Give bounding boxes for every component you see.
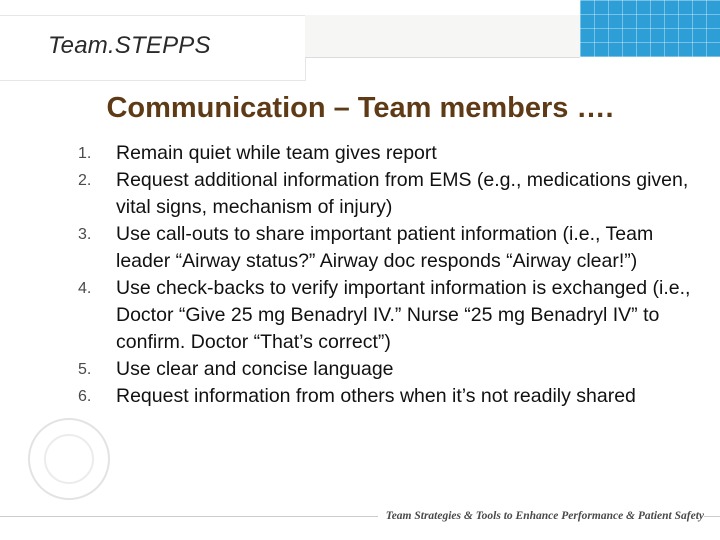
footer-tagline: Team Strategies & Tools to Enhance Performance & Patient Safety: [378, 510, 704, 522]
seal-watermark-icon: [28, 418, 110, 500]
item-number: 6.: [78, 388, 92, 405]
item-text: Request additional information from EMS (e.g., medications given, vital signs, mechanism of injury): [116, 169, 689, 218]
item-number: 1.: [78, 145, 92, 162]
list-item: [0, 356, 720, 383]
list-item: [0, 140, 720, 167]
blue-grid-decoration: [580, 0, 720, 57]
list-item: [0, 221, 720, 275]
item-text: Use check-backs to verify important information is exchanged (i.e., Doctor “Give 25 mg Benadryl IV.” Nurse “25 mg Benadryl IV” to confirm. Doctor “That’s correct”): [116, 277, 691, 353]
header-band: [305, 15, 580, 58]
item-number: 2.: [78, 172, 92, 189]
seal-inner-ring: [44, 434, 94, 484]
list-item: [0, 383, 720, 410]
item-text: Remain quiet while team gives report: [116, 142, 437, 164]
item-number: 3.: [78, 226, 92, 243]
item-number: 5.: [78, 361, 92, 378]
item-text: Request information from others when it’s not readily shared: [116, 385, 636, 407]
item-number: 4.: [78, 280, 92, 297]
brand-logo-text: Team.STEPPS: [48, 32, 211, 59]
item-text: Use call-outs to share important patient information (i.e., Team leader “Airway status?” Airway doc responds “Airway clear!”): [116, 223, 654, 272]
slide-title: Communication – Team members ….: [106, 92, 614, 124]
list-item: [0, 275, 720, 356]
item-text: Use clear and concise language: [116, 358, 394, 380]
numbered-list: [0, 140, 720, 410]
list-item: [0, 167, 720, 221]
